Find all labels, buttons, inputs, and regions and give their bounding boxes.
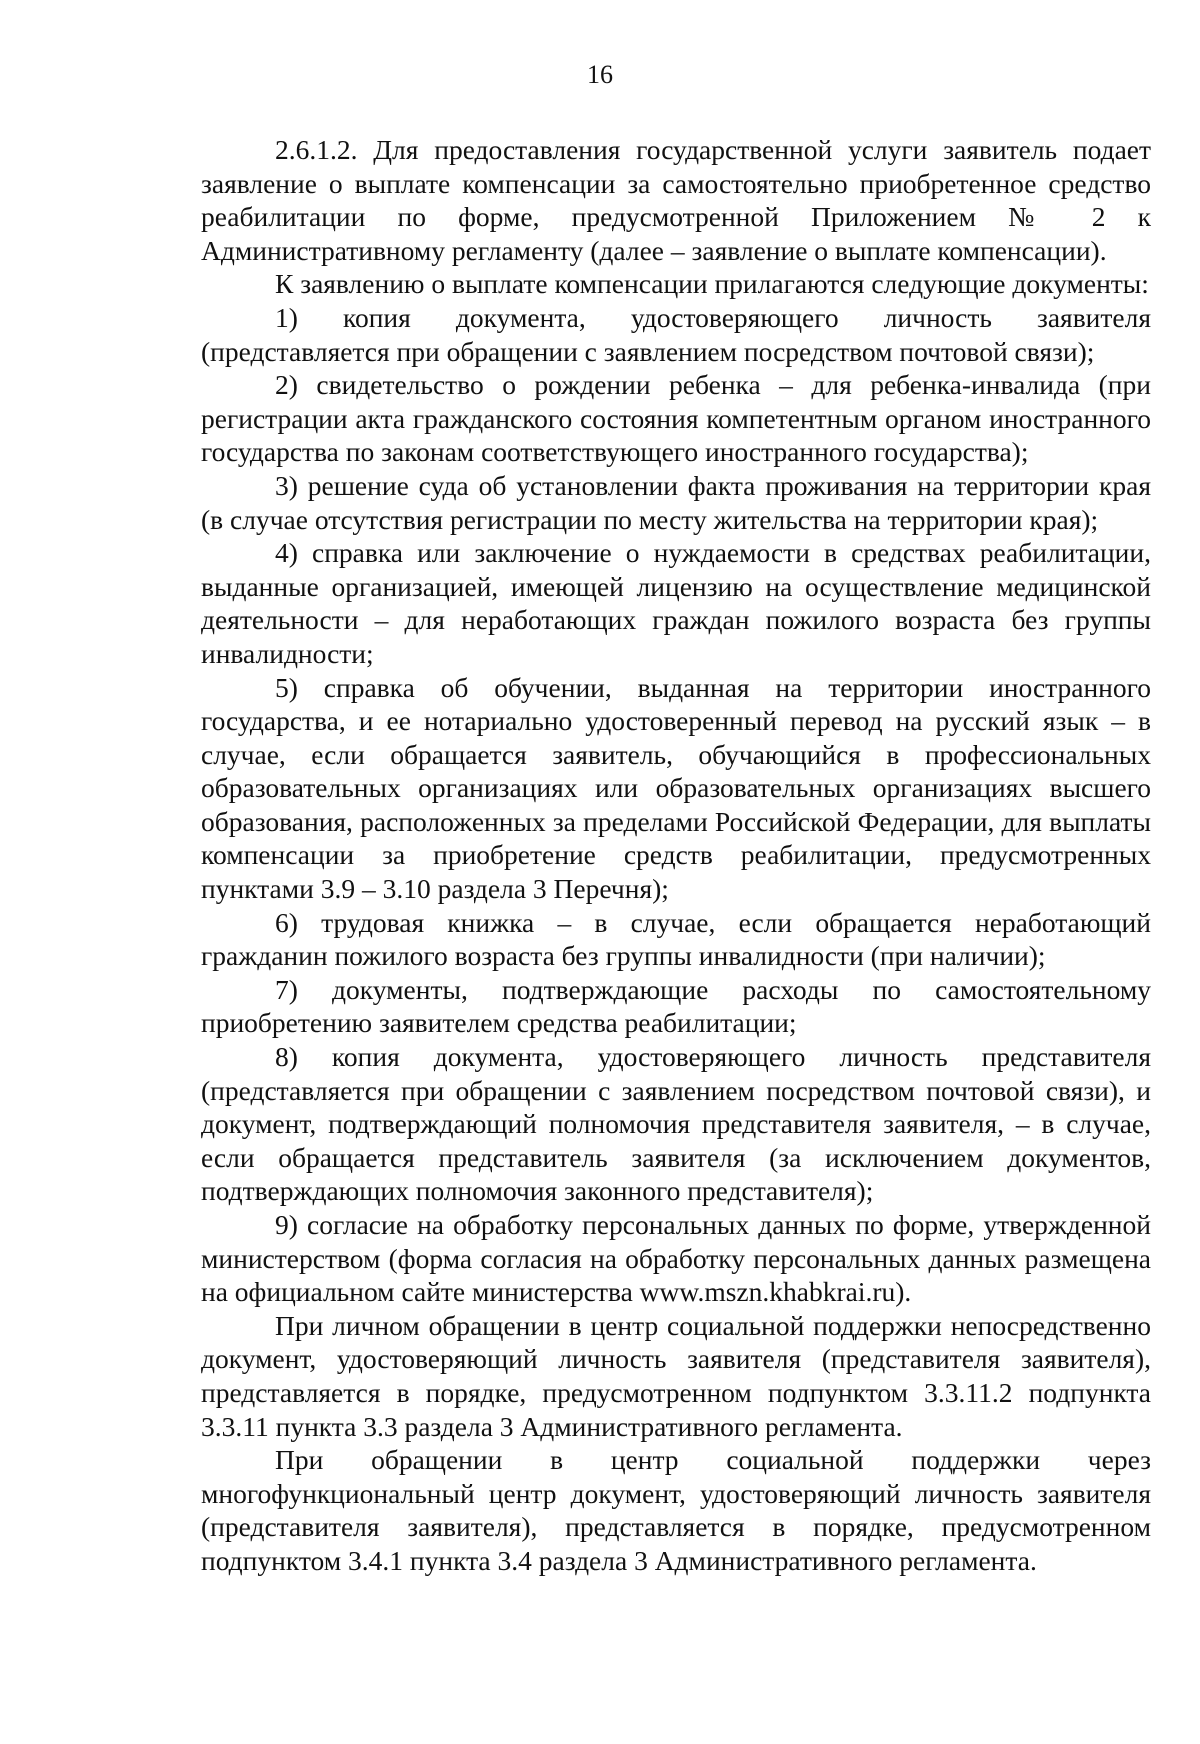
- list-item-2: 2) свидетельство о рождении ребенка – для ребенка-инвалида (при регистрации акта гражданского состояния компетентным органом иностранного государства по законам соответствующего иностранного государства);: [201, 369, 1151, 468]
- paragraph-personal-visit: При личном обращении в центр социальной поддержки непосредственно документ, удостоверяющий личность заявителя (представителя заявителя), представляется в порядке, предусмотренном подпунктом 3.3.11.2 подпункта 3.3.11 пункта 3.3 раздела 3 Административного регламента.: [201, 1309, 1151, 1442]
- list-item-1: 1) копия документа, удостоверяющего личность заявителя (представляется при обращении с заявлением посредством почтовой связи);: [201, 301, 1151, 367]
- list-item-7: 7) документы, подтверждающие расходы по самостоятельному приобретению заявителем средства реабилитации;: [201, 973, 1151, 1039]
- paragraph-documents-intro: К заявлению о выплате компенсации прилагаются следующие документы:: [275, 268, 1149, 300]
- paragraph-2-6-1-2: 2.6.1.2. Для предоставления государственной услуги заявитель подает заявление о выплате компенсации за самостоятельно приобретенное средство реабилитации по форме, предусмотренной Приложением № 2 к Административному регламенту (далее – заявление о выплате компенсации).: [201, 134, 1151, 266]
- list-item-9: 9) согласие на обработку персональных данных по форме, утвержденной министерством (форма согласия на обработку персональных данных размещена на официальном сайте министерства www.mszn.khabkrai.ru).: [201, 1209, 1151, 1308]
- list-item-8: 8) копия документа, удостоверяющего личность представителя (представляется при обращении с заявлением посредством почтовой связи), и документ, подтверждающий полномочия представителя заявителя, – в случае, если обращается представитель заявителя (за исключением документов, подтверждающих полномочия законного представителя);: [201, 1041, 1151, 1207]
- paragraph-mfc-visit: При обращении в центр социальной поддержки через многофункциональный центр документ, удостоверяющий личность заявителя (представителя заявителя), представляется в порядке, предусмотренном подпунктом 3.4.1 пункта 3.4 раздела 3 Административного регламента.: [201, 1444, 1151, 1576]
- page-number: 16: [587, 60, 613, 89]
- list-item-6: 6) трудовая книжка – в случае, если обращается неработающий гражданин пожилого возраста без группы инвалидности (при наличии);: [201, 906, 1151, 972]
- document-body: [201, 133, 1151, 1578]
- list-item-3: 3) решение суда об установлении факта проживания на территории края (в случае отсутствия регистрации по месту жительства на территории края);: [201, 469, 1151, 535]
- list-item-5: 5) справка об обучении, выданная на территории иностранного государства, и ее нотариально удостоверенный перевод на русский язык – в случае, если обращается заявитель, обучающийся в профессиональных образовательных организациях или образовательных организациях высшего образования, расположенных за пределами Российской Федерации, для выплаты компенсации за приобретение средств реабилитации, предусмотренных пунктами 3.9 – 3.10 раздела 3 Перечня);: [201, 671, 1151, 905]
- list-item-4: 4) справка или заключение о нуждаемости в средствах реабилитации, выданные организацией, имеющей лицензию на осуществление медицинской деятельности – для неработающих граждан пожилого возраста без группы инвалидности;: [201, 537, 1151, 669]
